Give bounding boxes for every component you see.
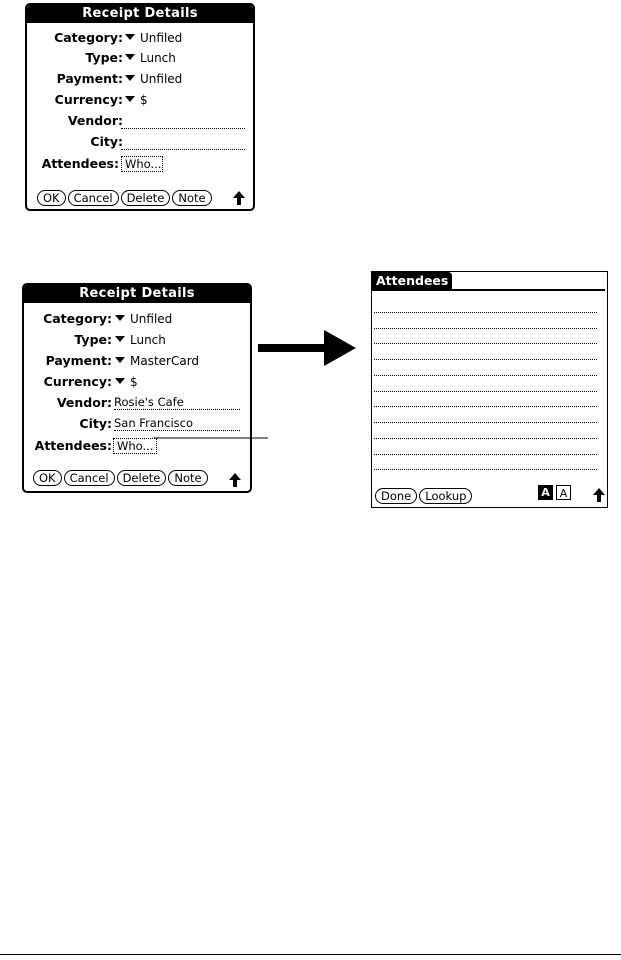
currency-row: [24, 373, 112, 391]
city-row: [27, 133, 123, 151]
city-row: [24, 415, 112, 433]
ok-button[interactable]: OK: [37, 190, 66, 206]
dropdown-triangle-icon: [125, 96, 135, 102]
type-value: Lunch: [130, 333, 166, 347]
attendee-line[interactable]: [374, 469, 597, 470]
category-label: Category:: [54, 30, 123, 45]
type-picker[interactable]: [125, 49, 176, 67]
dropdown-triangle-icon: [115, 378, 125, 384]
receipt-details-dialog-filled: [22, 283, 252, 493]
payment-picker[interactable]: [115, 352, 199, 370]
city-label: City:: [90, 134, 123, 149]
attendee-line[interactable]: [374, 359, 597, 360]
category-picker[interactable]: [125, 29, 182, 47]
currency-row: [27, 91, 123, 109]
note-button[interactable]: Note: [168, 470, 207, 486]
attendee-line[interactable]: [374, 312, 597, 313]
city-label: City:: [79, 416, 112, 431]
scroll-up-arrow-icon[interactable]: [233, 191, 245, 205]
attendees-screen: [371, 271, 608, 508]
payment-value: Unfiled: [140, 72, 183, 86]
payment-value: MasterCard: [130, 354, 200, 368]
dialog-buttons: [37, 187, 214, 206]
scroll-up-arrow-icon[interactable]: [593, 488, 605, 502]
done-button[interactable]: Done: [375, 488, 417, 504]
vendor-label: Vendor:: [67, 113, 123, 128]
attendee-line[interactable]: [374, 406, 597, 407]
payment-picker[interactable]: [125, 70, 182, 88]
attendees-label: Attendees:: [41, 156, 119, 171]
cancel-button[interactable]: Cancel: [64, 470, 115, 486]
dropdown-triangle-icon: [125, 54, 135, 60]
uppercase-shift-toggle[interactable]: A: [538, 485, 553, 500]
ok-button[interactable]: OK: [33, 470, 62, 486]
category-row: [24, 310, 112, 328]
vendor-row: [24, 394, 112, 412]
attendees-row: [27, 155, 119, 173]
dialog-title: Receipt Details: [24, 285, 250, 303]
callout-line: [150, 433, 270, 443]
currency-value: $: [140, 93, 148, 107]
dropdown-triangle-icon: [115, 315, 125, 321]
type-label: Type:: [85, 50, 123, 65]
attendee-line[interactable]: [374, 375, 597, 376]
currency-picker[interactable]: [125, 91, 148, 109]
type-label: Type:: [74, 332, 112, 347]
payment-label: Payment:: [56, 71, 123, 86]
attendee-line[interactable]: [374, 343, 597, 344]
note-button[interactable]: Note: [172, 190, 211, 206]
who-button[interactable]: Who...: [113, 438, 157, 454]
receipt-details-dialog-empty: [25, 3, 255, 211]
lookup-button[interactable]: Lookup: [419, 488, 472, 504]
city-input[interactable]: San Francisco: [114, 416, 240, 431]
dropdown-triangle-icon: [125, 34, 135, 40]
dialog-title: Receipt Details: [27, 5, 253, 23]
category-picker[interactable]: [115, 310, 172, 328]
vendor-row: [27, 112, 123, 130]
cancel-button[interactable]: Cancel: [68, 190, 119, 206]
attendee-line[interactable]: [374, 438, 597, 439]
delete-button[interactable]: Delete: [121, 190, 171, 206]
type-picker[interactable]: [115, 331, 166, 349]
type-value: Lunch: [140, 51, 176, 65]
payment-row: [27, 70, 123, 88]
attendees-row: [24, 437, 112, 455]
type-row: [24, 331, 112, 349]
who-button[interactable]: Who...: [121, 156, 163, 172]
title-underline: [372, 289, 605, 291]
payment-label: Payment:: [45, 353, 112, 368]
page-footer-rule: [0, 954, 621, 955]
dropdown-triangle-icon: [115, 357, 125, 363]
category-label: Category:: [43, 311, 112, 326]
attendees-label: Attendees:: [34, 438, 112, 453]
vendor-input[interactable]: [121, 114, 245, 129]
attendee-line[interactable]: [374, 391, 597, 392]
vendor-label: Vendor:: [56, 395, 112, 410]
right-arrow-icon: [258, 328, 358, 368]
attendees-title: Attendees: [372, 272, 452, 289]
dropdown-triangle-icon: [125, 75, 135, 81]
currency-picker[interactable]: [115, 373, 138, 391]
category-value: Unfiled: [130, 312, 173, 326]
attendee-line[interactable]: [374, 454, 597, 455]
dropdown-triangle-icon: [115, 336, 125, 342]
type-row: [27, 49, 123, 67]
lowercase-shift-toggle[interactable]: A: [556, 485, 571, 500]
currency-value: $: [130, 375, 138, 389]
payment-row: [24, 352, 112, 370]
currency-label: Currency:: [43, 374, 112, 389]
vendor-input[interactable]: Rosie's Cafe: [114, 395, 240, 410]
category-value: Unfiled: [140, 31, 183, 45]
currency-label: Currency:: [54, 92, 123, 107]
attendee-line[interactable]: [374, 422, 597, 423]
attendees-buttons: [375, 485, 474, 504]
attendee-line[interactable]: [374, 328, 597, 329]
dialog-buttons: [33, 467, 210, 486]
category-row: [27, 29, 123, 47]
city-input[interactable]: [121, 135, 245, 150]
scroll-up-arrow-icon[interactable]: [229, 473, 241, 487]
delete-button[interactable]: Delete: [117, 470, 167, 486]
